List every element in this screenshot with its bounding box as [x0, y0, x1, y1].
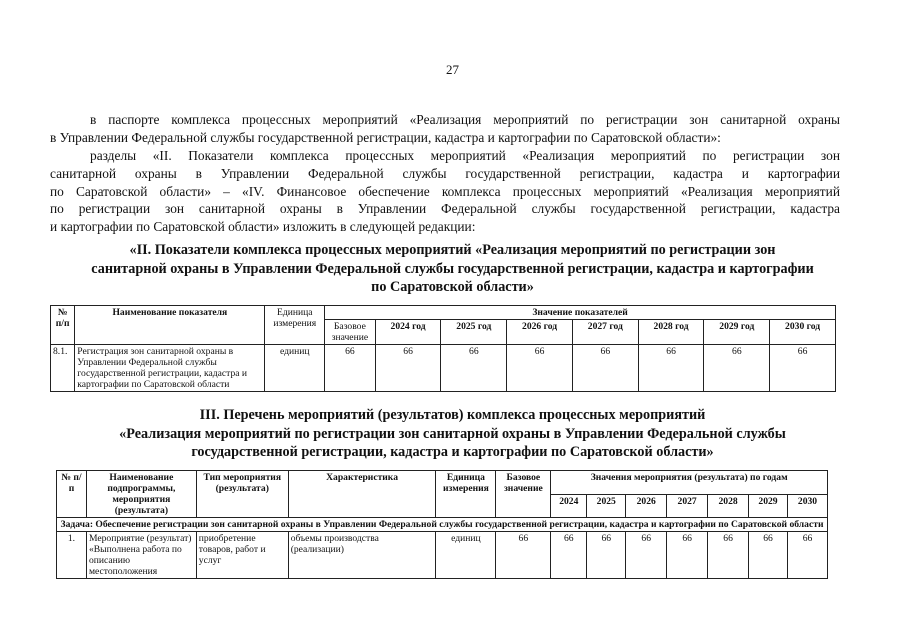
header-year: 2029 год	[704, 320, 770, 345]
section-3-heading	[50, 406, 855, 462]
header-base-value: Базовое значение	[496, 471, 551, 518]
paragraph-line: санитарной охраны в Управлении Федеральной службы государственной регистрации, кадастра и картографии	[50, 165, 840, 181]
table-row	[51, 345, 836, 392]
header-characteristic: Характеристика	[288, 471, 436, 518]
heading-line: III. Перечень мероприятий (результатов) комплекса процессных мероприятий	[199, 407, 706, 423]
row-year-value: 66	[375, 345, 441, 392]
header-year: 2027 год	[572, 320, 638, 345]
row-year-value: 66	[749, 532, 788, 579]
task-row	[57, 518, 828, 532]
header-year: 2028 год	[638, 320, 704, 345]
row-year-value: 66	[708, 532, 749, 579]
row-year-value: 66	[441, 345, 507, 392]
table-row	[57, 532, 828, 579]
header-year: 2027	[667, 494, 708, 518]
row-year-value: 66	[704, 345, 770, 392]
header-year: 2026 год	[507, 320, 573, 345]
row-year-value: 66	[638, 345, 704, 392]
row-year-value: 66	[587, 532, 626, 579]
row-year-value: 66	[551, 532, 587, 579]
paragraph-line: разделы «II. Показатели комплекса процессных мероприятий «Реализация мероприятий по регистрации зон	[90, 148, 840, 163]
heading-line: «II. Показатели комплекса процессных мероприятий «Реализация мероприятий по регистрации зон	[129, 242, 776, 258]
task-text: Задача: Обеспечение регистрации зон санитарной охраны в Управлении Федеральной службы государственной регистрации, кадастра и картографии по Саратовской области	[57, 518, 828, 532]
row-measure-name: Мероприятие (результат) «Выполнена работа по описанию местоположения	[86, 532, 196, 579]
row-characteristic: объемы производства (реализации)	[288, 532, 436, 579]
row-num: 1.	[57, 532, 87, 579]
header-measure-name: Наименование подпрограммы, мероприятия (результата)	[86, 471, 196, 518]
header-num: № п/п	[57, 471, 87, 518]
header-values-group: Значение показателей	[325, 306, 836, 320]
header-year: 2024	[551, 494, 587, 518]
paragraph-line: и картографии по Саратовской области» изложить в следующей редакции:	[50, 219, 476, 235]
measures-table	[56, 470, 828, 579]
header-values-group: Значения мероприятия (результата) по годам	[551, 471, 828, 495]
page-number: 27	[446, 62, 459, 77]
row-year-value: 66	[626, 532, 667, 579]
header-indicator-name: Наименование показателя	[75, 306, 265, 345]
header-year: 2025	[587, 494, 626, 518]
paragraph-passport	[50, 111, 840, 147]
row-num: 8.1.	[51, 345, 75, 392]
section-2-heading	[50, 241, 855, 297]
header-unit: Единица измерения	[436, 471, 496, 518]
header-year: 2030	[787, 494, 827, 518]
header-num: № п/п	[51, 306, 75, 345]
heading-line: по Саратовской области»	[371, 279, 534, 295]
header-year: 2024 год	[375, 320, 441, 345]
header-year: 2029	[749, 494, 788, 518]
row-year-value: 66	[770, 345, 836, 392]
header-year: 2026	[626, 494, 667, 518]
heading-line: санитарной охраны в Управлении Федеральной службы государственной регистрации, кадастра и картографии	[91, 260, 814, 277]
header-base-value: Базовое значение	[325, 320, 376, 345]
paragraph-line: по Саратовской области» – «IV. Финансовое обеспечение комплекса процессных мероприятий «Реализация мероприятий	[50, 183, 840, 199]
header-year: 2025 год	[441, 320, 507, 345]
row-indicator-name: Регистрация зон санитарной охраны в Управлении Федеральной службы государственной регистрации, кадастра и картографии по Саратовской области	[75, 345, 265, 392]
paragraph-line: в Управлении Федеральной службы государственной регистрации, кадастра и картографии по Саратовской области»:	[50, 129, 721, 145]
header-unit: Единица измерения	[265, 306, 325, 345]
row-unit: единиц	[436, 532, 496, 579]
indicators-table	[50, 305, 836, 392]
row-base-value: 66	[496, 532, 551, 579]
row-year-value: 66	[572, 345, 638, 392]
header-year: 2028	[708, 494, 749, 518]
row-measure-type: приобретение товаров, работ и услуг	[196, 532, 288, 579]
paragraph-line: по регистрации зон санитарной охраны в Управлении Федеральной службы государственной регистрации, кадастра	[50, 201, 840, 217]
paragraph-sections	[50, 147, 840, 236]
header-measure-type: Тип мероприятия (результата)	[196, 471, 288, 518]
row-year-value: 66	[507, 345, 573, 392]
paragraph-line: в паспорте комплекса процессных мероприятий «Реализация мероприятий по регистрации зон санитарной охраны	[90, 112, 840, 127]
heading-line: государственной регистрации, кадастра и картографии по Саратовской области»	[191, 444, 714, 460]
row-year-value: 66	[667, 532, 708, 579]
row-base-value: 66	[325, 345, 376, 392]
row-unit: единиц	[265, 345, 325, 392]
header-year: 2030 год	[770, 320, 836, 345]
heading-line: «Реализация мероприятий по регистрации зон санитарной охраны в Управлении Федеральной службы	[119, 425, 786, 442]
row-year-value: 66	[787, 532, 827, 579]
